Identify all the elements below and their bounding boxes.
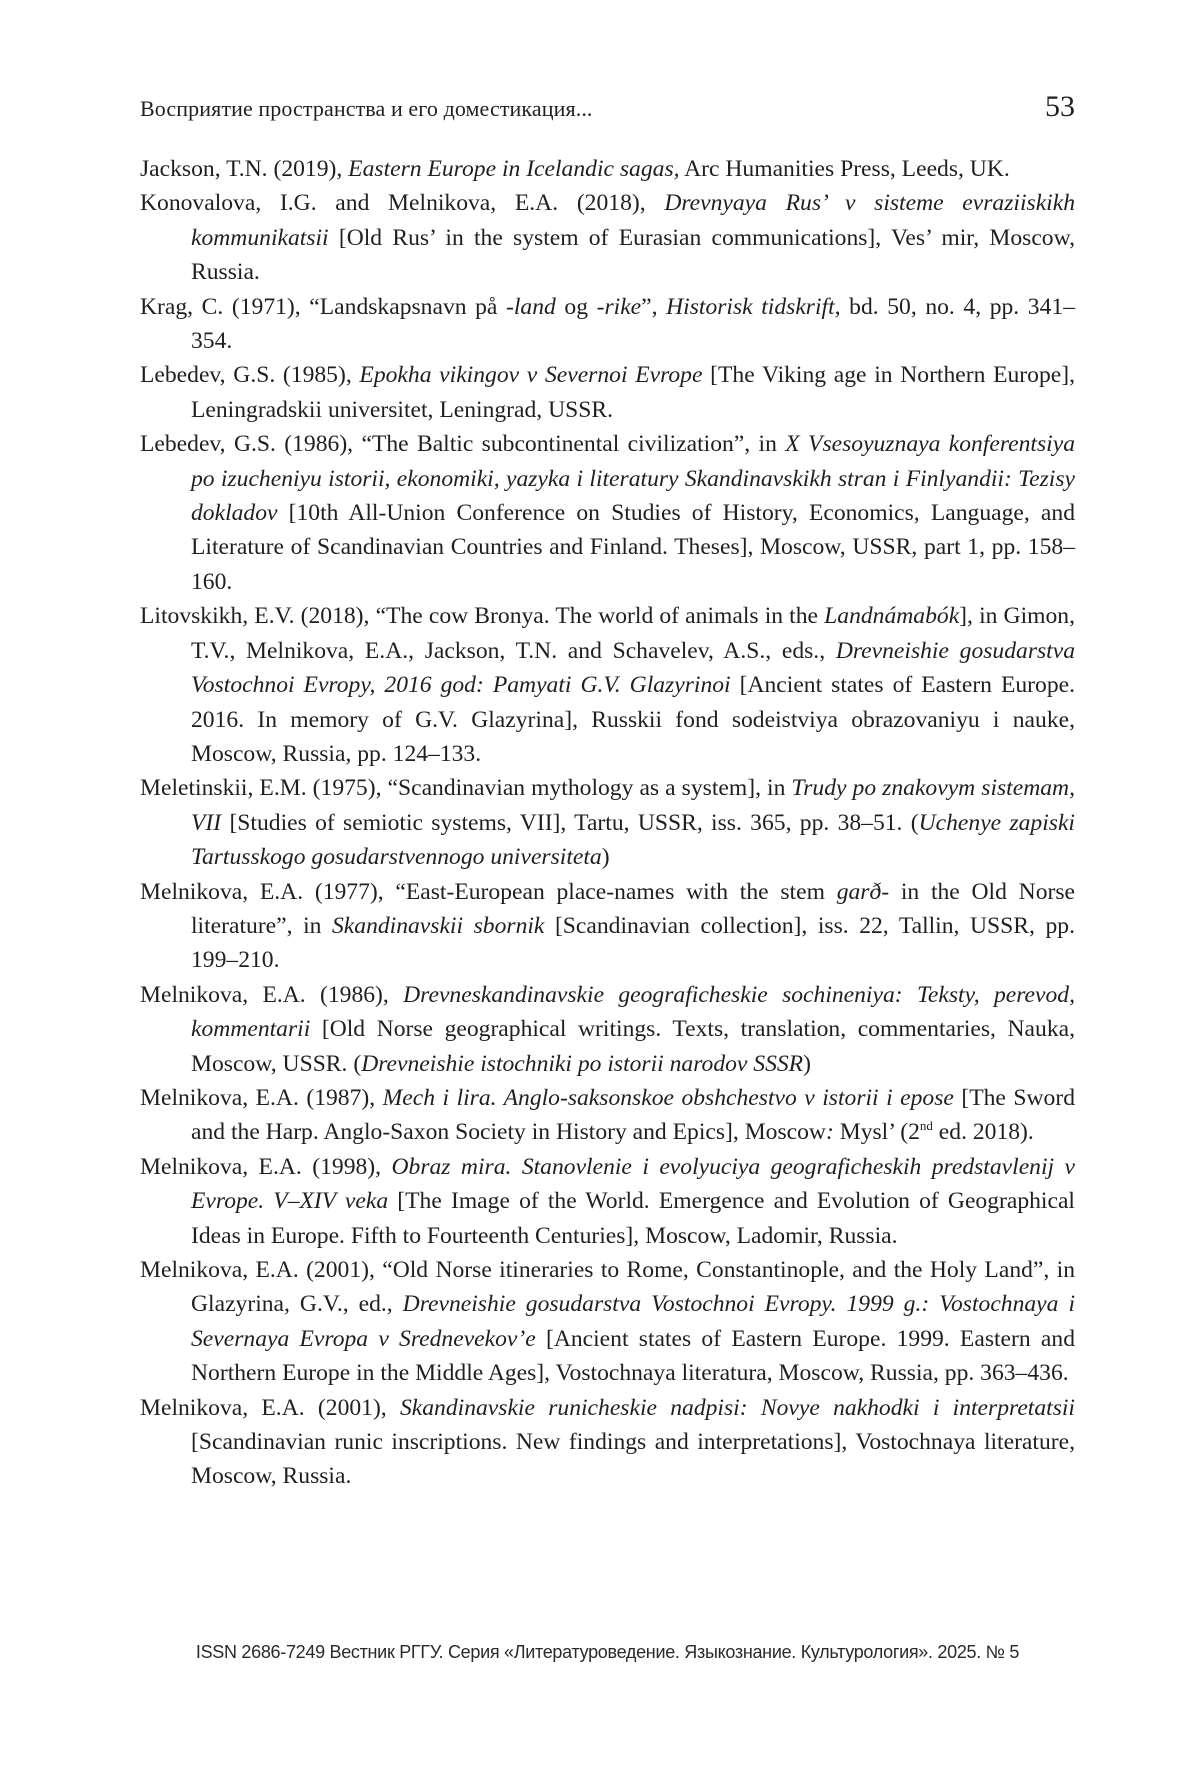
reference-title-italic: garð- (836, 878, 890, 905)
reference-title-italic: Drevneishie gosudarstva Vostochnoi Evropy. 1999 g.: Vostochnaya i Severnaya Evropa v Srednevekov’e (191, 1291, 1075, 1352)
reference-text: [The Viking age in Northern Europe], Leningradskii universitet, Leningrad, USSR. (191, 362, 1075, 423)
reference-entry-melnikova-1987 (140, 1081, 1075, 1150)
reference-title-italic: Epokha vikingov v Severnoi Evrope (359, 362, 703, 389)
reference-title-italic: Skandinavskii sbornik (332, 912, 545, 939)
reference-text: Litovskikh, E.V. (2018), “The cow Bronya. The world of animals in the (140, 603, 825, 630)
reference-entry-meletinskii-1975 (140, 771, 1075, 874)
reference-text: Melnikova, E.A. (1987), (140, 1084, 383, 1111)
reference-text: [The Image of the World. Emergence and Evolution of Geographical Ideas in Europe. Fifth to Fourteenth Centuries], Moscow, Ladomir, Russia. (191, 1188, 1075, 1249)
reference-entry-lebedev-1986 (140, 427, 1075, 599)
reference-title-italic: Eastern Europe in Icelandic sagas, (348, 156, 680, 182)
reference-title-italic: Uchenye zapiski Tartusskogo gosudarstvennogo universiteta (191, 809, 1075, 871)
reference-title-italic: Mech i lira. Anglo-saksonskoe obshchestvo v istorii i epose (382, 1084, 954, 1111)
running-title: Восприятие пространства и его доместикация... (140, 96, 593, 121)
reference-entry-krag-1971 (140, 290, 1075, 359)
reference-text: [Old Rus’ in the system of Eurasian communications], Ves’ mir, Moscow, Russia. (191, 224, 1075, 286)
reference-text: ) (803, 1050, 811, 1077)
reference-entry-melnikova-1998 (140, 1150, 1075, 1253)
reference-text: Melnikova, E.A. (1998), (140, 1153, 392, 1180)
reference-entry-melnikova-2001b (140, 1391, 1075, 1494)
reference-entry-melnikova-1986 (140, 978, 1075, 1081)
reference-superscript: nd (919, 1118, 933, 1134)
reference-text: og (555, 293, 597, 320)
reference-text: [Ancient states of Eastern Europe. 2016. In memory of G.V. Glazyrina], Russkii fond sodeistviya obrazovaniyu i nauke, Moscow, Russia, pp. 124–133. (191, 672, 1076, 767)
running-head (140, 92, 1075, 126)
reference-text: [The Sword and the Harp. Anglo-Saxon Society in History and Epics], Moscow (191, 1084, 1075, 1146)
reference-entry-melnikova-1977 (140, 875, 1075, 978)
reference-title-italic: Skandinavskie runicheskie nadpisi: Novye nakhodki i interpretatsii (399, 1394, 1075, 1421)
reference-text: Krag, C. (1971), “Landskapsnavn på (140, 293, 506, 320)
reference-text: Melnikova, E.A. (1977), “East-European place-names with the stem (140, 878, 837, 905)
reference-entry-melnikova-2001a (140, 1253, 1075, 1391)
reference-title-italic: Landnámabók (824, 603, 960, 630)
reference-title-italic: Trudy po znakovym sistemam, VII (191, 775, 1075, 836)
reference-list (140, 152, 1075, 1494)
reference-title-italic: Drevneishie gosudarstva Vostochnoi Evropy, 2016 god: Pamyati G.V. Glazyrinoi (191, 637, 1076, 699)
reference-text: Mysl’ (2 (833, 1119, 920, 1146)
reference-text: Melnikova, E.A. (1986), (140, 981, 404, 1008)
reference-entry-konovalova-melnikova-2018 (140, 186, 1075, 289)
reference-text: [Scandinavian collection], iss. 22, Tallin, USSR, pp. 199–210. (191, 912, 1075, 974)
reference-text: [Ancient states of Eastern Europe. 1999. Eastern and Northern Europe in the Middle Ages], Vostochnaya literatura, Moscow, Russia, pp. 363–436. (191, 1325, 1075, 1387)
reference-title-italic: Obraz mira. Stanovlenie i evolyuciya geograficheskih predstavlenij v Evrope. V–XIV veka (191, 1153, 1075, 1215)
reference-text: Lebedev, G.S. (1985), (140, 362, 360, 389)
reference-title-italic: -land (506, 293, 556, 320)
page-number: 53 (1045, 90, 1075, 123)
reference-entry-jackson-2019 (140, 152, 1075, 186)
reference-entry-litovskikh-2018 (140, 599, 1075, 771)
reference-text: Arc Humanities Press, Leeds, UK. (679, 156, 1010, 182)
reference-title-italic: X Vsesoyuznaya konferentsiya po izucheniyu istorii, ekonomiki, yazyka i literatury Skandinavskikh stran i Finlyandii: Tezisy dokladov (191, 431, 1075, 527)
reference-text: [Scandinavian runic inscriptions. New findings and interpretations], Vostochnaya literature, Moscow, Russia. (191, 1429, 1075, 1490)
reference-text: Jackson, T.N. (2019), (140, 156, 349, 182)
reference-text: ”, (641, 293, 667, 320)
reference-text: Melnikova, E.A. (2001), “Old Norse itineraries to Rome, Constantinople, and the Holy Land”, in Glazyrina, G.V., ed., (140, 1257, 1075, 1318)
reference-text: , bd. 50, no. 4, pp. 341–354. (191, 293, 1075, 355)
reference-text: Lebedev, G.S. (1986), “The Baltic subcontinental civilization”, in (140, 431, 786, 458)
reference-text: [Studies of semiotic systems, VII], Tartu, USSR, iss. 365, pp. 38–51. ( (221, 809, 919, 836)
reference-text: [Old Norse geographical writings. Texts, translation, commentaries, Nauka, Moscow, USSR. ( (191, 1016, 1075, 1077)
reference-text: Melnikova, E.A. (2001), (140, 1394, 400, 1421)
reference-title-italic: : (825, 1119, 834, 1146)
reference-text: Konovalova, I.G. and Melnikova, E.A. (2018), (140, 190, 665, 217)
reference-title-italic: Drevneishie istochniki po istorii narodov SSSR (361, 1050, 804, 1077)
reference-title-italic: Drevnyaya Rus’ v sisteme evraziiskikh kommunikatsii (191, 190, 1075, 251)
reference-text: ed. 2018). (932, 1119, 1034, 1146)
reference-text: in the Old Norse literature”, in (191, 878, 1076, 939)
reference-text: ) (601, 844, 610, 871)
reference-title-italic: Drevneskandinavskie geograficheskie sochineniya: Teksty, perevod, kommentarii (191, 981, 1075, 1043)
reference-text: Meletinskii, E.M. (1975), “Scandinavian mythology as a system], in (140, 775, 792, 802)
reference-title-italic: Historisk tidskrift (666, 293, 835, 320)
reference-title-italic: -rike (596, 293, 642, 320)
journal-footer: ISSN 2686-7249 Вестник РГГУ. Серия «Литературоведение. Языкознание. Культурология». 2025. № 5 (195, 1642, 1020, 1662)
reference-text: [10th All-Union Conference on Studies of History, Economics, Language, and Literature of Scandinavian Countries and Finland. Theses], Moscow, USSR, part 1, pp. 158–160. (191, 500, 1075, 595)
reference-entry-lebedev-1985 (140, 358, 1075, 427)
reference-text: ], in Gimon, T.V., Melnikova, E.A., Jackson, T.N. and Schavelev, A.S., eds., (191, 603, 1075, 664)
